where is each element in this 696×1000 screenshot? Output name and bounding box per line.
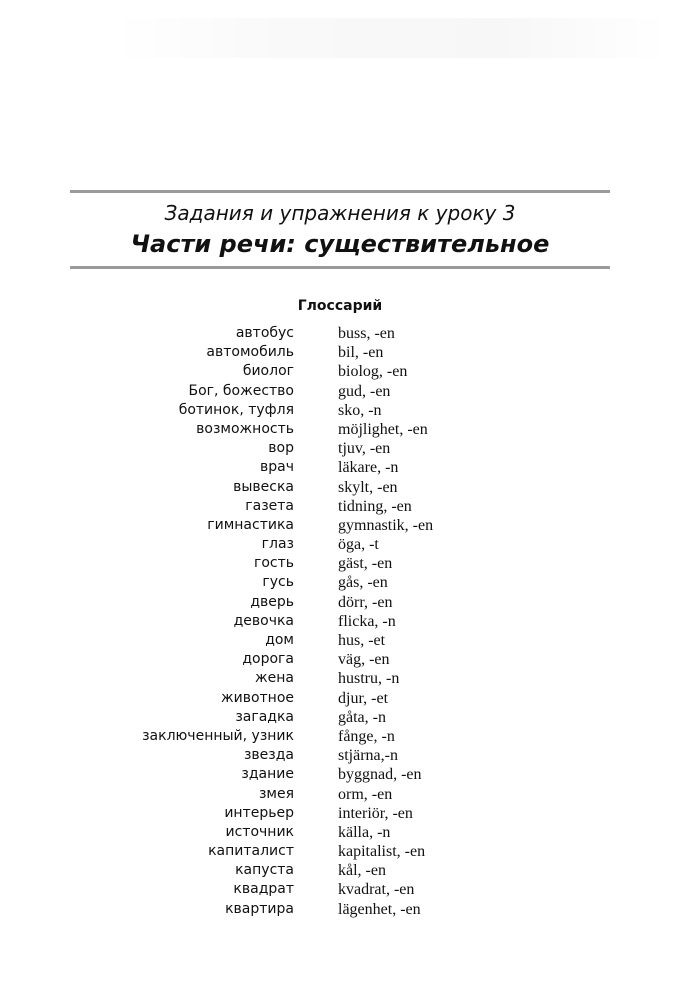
swedish-term: gud, -en bbox=[338, 382, 391, 400]
glossary-list bbox=[0, 324, 696, 919]
russian-term: жена bbox=[255, 670, 294, 687]
glossary-entry bbox=[0, 861, 696, 880]
glossary-entry bbox=[0, 573, 696, 592]
glossary-entry bbox=[0, 458, 696, 477]
swedish-term: orm, -en bbox=[338, 785, 393, 803]
glossary-entry bbox=[0, 727, 696, 746]
glossary-entry bbox=[0, 765, 696, 784]
russian-term: автобус bbox=[235, 325, 294, 341]
header-top-rule bbox=[70, 190, 610, 193]
russian-term: здание bbox=[241, 766, 294, 783]
glossary-entry bbox=[0, 689, 696, 708]
russian-term: гимнастика bbox=[207, 516, 294, 533]
glossary-entry bbox=[0, 804, 696, 823]
swedish-term: gymnastik, -en bbox=[338, 516, 434, 534]
russian-term: гость bbox=[253, 555, 294, 572]
lesson-title: Части речи: существительное bbox=[130, 230, 550, 258]
swedish-term: väg, -en bbox=[338, 651, 390, 669]
russian-term: дом bbox=[265, 632, 294, 648]
glossary-entry bbox=[0, 362, 696, 381]
glossary-entry bbox=[0, 631, 696, 650]
russian-term: газета bbox=[245, 497, 294, 514]
swedish-term: läkare, -n bbox=[338, 459, 399, 477]
glossary-entry bbox=[0, 535, 696, 554]
swedish-term: buss, -en bbox=[338, 325, 395, 342]
glossary-entry bbox=[0, 420, 696, 439]
glossary-heading: Глоссарий bbox=[297, 298, 383, 314]
swedish-term: skylt, -en bbox=[338, 478, 398, 496]
glossary-entry bbox=[0, 823, 696, 842]
glossary-entry bbox=[0, 478, 696, 497]
bleed-through-shadow bbox=[110, 18, 670, 58]
glossary-entry bbox=[0, 708, 696, 727]
swedish-term: bil, -en bbox=[338, 344, 384, 362]
swedish-term: kapitalist, -en bbox=[338, 843, 426, 861]
russian-term: дорога bbox=[242, 651, 294, 668]
swedish-term: hustru, -n bbox=[338, 670, 400, 688]
swedish-term: kål, -en bbox=[338, 862, 386, 880]
russian-term: звезда bbox=[243, 747, 294, 764]
russian-term: девочка bbox=[233, 612, 294, 629]
swedish-term: byggnad, -en bbox=[338, 766, 422, 784]
russian-term: гусь bbox=[262, 574, 294, 591]
swedish-term: möjlighet, -en bbox=[338, 420, 428, 438]
glossary-entry bbox=[0, 746, 696, 765]
glossary-entry bbox=[0, 593, 696, 612]
header-bottom-rule bbox=[70, 266, 610, 269]
swedish-term: tjuv, -en bbox=[338, 440, 391, 458]
russian-term: квартира bbox=[225, 900, 294, 917]
glossary-entry bbox=[0, 343, 696, 362]
swedish-term: gåta, -n bbox=[338, 708, 386, 726]
swedish-term: sko, -n bbox=[338, 401, 382, 419]
swedish-term: hus, -et bbox=[338, 632, 386, 649]
russian-term: источник bbox=[225, 823, 294, 840]
glossary-entry bbox=[0, 554, 696, 573]
glossary-entry bbox=[0, 669, 696, 688]
glossary-entry bbox=[0, 880, 696, 899]
lesson-subtitle: Задания и упражнения к уроку 3 bbox=[164, 201, 516, 225]
swedish-term: källa, -n bbox=[338, 823, 391, 841]
russian-term: интерьер bbox=[224, 804, 294, 821]
swedish-term: djur, -et bbox=[338, 689, 389, 707]
glossary-entry bbox=[0, 650, 696, 669]
russian-term: загадка bbox=[235, 708, 294, 725]
swedish-term: stjärna,-n bbox=[338, 747, 398, 765]
glossary-entry bbox=[0, 612, 696, 631]
swedish-term: fånge, -n bbox=[338, 727, 395, 745]
russian-term: змея bbox=[258, 785, 294, 802]
russian-term: возможность bbox=[196, 420, 294, 437]
glossary-entry bbox=[0, 785, 696, 804]
swedish-term: kvadrat, -en bbox=[338, 881, 415, 899]
russian-term: ботинок, туфля bbox=[178, 401, 294, 418]
glossary-entry bbox=[0, 439, 696, 458]
russian-term: вывеска bbox=[233, 478, 294, 495]
russian-term: врач bbox=[260, 459, 294, 476]
glossary-entry bbox=[0, 497, 696, 516]
russian-term: автомобиль bbox=[206, 344, 294, 361]
russian-term: квадрат bbox=[233, 881, 294, 898]
glossary-entry bbox=[0, 516, 696, 535]
swedish-term: tidning, -en bbox=[338, 497, 412, 515]
swedish-term: gäst, -en bbox=[338, 555, 393, 573]
russian-term: биолог bbox=[242, 363, 294, 380]
swedish-term: öga, -t bbox=[338, 536, 379, 554]
swedish-term: flicka, -n bbox=[338, 612, 396, 630]
glossary-entry bbox=[0, 842, 696, 861]
russian-term: заключенный, узник bbox=[142, 727, 294, 744]
russian-term: дверь bbox=[250, 593, 294, 610]
glossary-entry bbox=[0, 401, 696, 420]
russian-term: животное bbox=[220, 689, 294, 706]
glossary-entry bbox=[0, 324, 696, 343]
swedish-term: gås, -en bbox=[338, 574, 388, 592]
russian-term: капуста bbox=[235, 862, 294, 879]
russian-term: капиталист bbox=[208, 843, 294, 860]
swedish-term: biolog, -en bbox=[338, 363, 408, 381]
russian-term: вор bbox=[268, 440, 294, 457]
russian-term: глаз bbox=[261, 536, 294, 553]
swedish-term: dörr, -en bbox=[338, 593, 393, 611]
glossary-entry bbox=[0, 900, 696, 919]
glossary-entry bbox=[0, 382, 696, 401]
swedish-term: lägenhet, -en bbox=[338, 900, 421, 918]
russian-term: Бог, божество bbox=[188, 382, 294, 399]
swedish-term: interiör, -en bbox=[338, 804, 413, 822]
